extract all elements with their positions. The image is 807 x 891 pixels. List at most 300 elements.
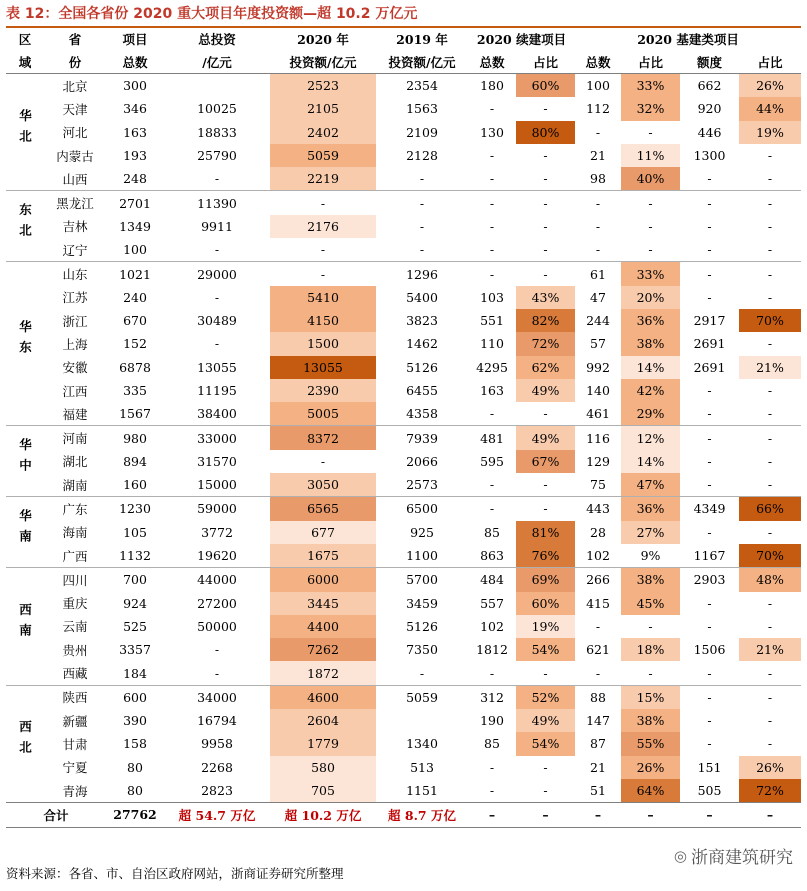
cell-cont-count: 102 — [468, 615, 516, 638]
cell-infra-amount: 2917 — [680, 309, 739, 332]
cell-projects: 1132 — [106, 544, 164, 568]
cell-inv2020: 1675 — [270, 544, 376, 568]
region-label: 东北 — [17, 202, 33, 244]
cell-inv2020: 5059 — [270, 144, 376, 167]
cell-total-invest: - — [164, 638, 270, 661]
cell-total-invest: 15000 — [164, 473, 270, 497]
cell-cont-ratio: 54% — [516, 638, 575, 661]
cell-infra-amount: 446 — [680, 121, 739, 144]
cell-infra-count: 621 — [575, 638, 621, 661]
cell-infra-ratio: 33% — [621, 74, 680, 98]
header-cont-count: 总数 — [468, 50, 516, 74]
cell-infra-amount-ratio: - — [739, 592, 801, 615]
cell-infra-amount: 1506 — [680, 638, 739, 661]
total-row — [6, 803, 801, 827]
cell-infra-ratio: 14% — [621, 356, 680, 379]
cell-inv2019: 3459 — [376, 592, 468, 615]
cell-infra-amount-ratio: 26% — [739, 74, 801, 98]
cell-projects: 600 — [106, 685, 164, 709]
cell-infra-count: 100 — [575, 74, 621, 98]
cell-inv2019: - — [376, 167, 468, 191]
cell-infra-count: 21 — [575, 144, 621, 167]
cell-infra-count: 116 — [575, 426, 621, 450]
cell-infra-amount: - — [680, 167, 739, 191]
table-row — [6, 402, 801, 426]
cell-inv2020: 677 — [270, 521, 376, 544]
cell-projects: 346 — [106, 97, 164, 120]
cell-cont-count: 110 — [468, 332, 516, 355]
cell-infra-count: 75 — [575, 473, 621, 497]
cell-cont-count: 163 — [468, 379, 516, 402]
cell-infra-ratio: 36% — [621, 497, 680, 521]
cell-province: 河北 — [44, 121, 106, 144]
cell-projects: 240 — [106, 286, 164, 309]
cell-province: 青海 — [44, 779, 106, 803]
cell-inv2020: 1872 — [270, 661, 376, 685]
table-row — [6, 732, 801, 755]
cell-inv2019: - — [376, 215, 468, 238]
cell-total-invest — [164, 74, 270, 98]
cell-inv2019: 5126 — [376, 356, 468, 379]
cell-infra-ratio: 26% — [621, 756, 680, 779]
cell-infra-count: 28 — [575, 521, 621, 544]
cell-cont-count: 551 — [468, 309, 516, 332]
cell-cont-count: - — [468, 497, 516, 521]
cell-total-invest: - — [164, 167, 270, 191]
cell-province: 山西 — [44, 167, 106, 191]
cell-infra-ratio: 12% — [621, 426, 680, 450]
cell-total-invest: 16794 — [164, 709, 270, 732]
cell-infra-amount: - — [680, 661, 739, 685]
cell-infra-amount-ratio: - — [739, 238, 801, 262]
table-row — [6, 450, 801, 473]
header-projects: 项目 — [122, 31, 148, 47]
cell-inv2020: - — [270, 191, 376, 215]
cell-total-invest: 33000 — [164, 426, 270, 450]
table-row — [6, 121, 801, 144]
cell-cont-count: 1812 — [468, 638, 516, 661]
cell-province: 江西 — [44, 379, 106, 402]
cell-cont-ratio: - — [516, 497, 575, 521]
cell-infra-count: 61 — [575, 262, 621, 286]
cell-inv2020: 8372 — [270, 426, 376, 450]
cell-total-invest: 30489 — [164, 309, 270, 332]
cell-inv2019: 5400 — [376, 286, 468, 309]
cell-infra-count: - — [575, 238, 621, 262]
cell-infra-count: 47 — [575, 286, 621, 309]
cell-province: 海南 — [44, 521, 106, 544]
cell-infra-amount-ratio: - — [739, 615, 801, 638]
header-infra-amount-ratio: 占比 — [739, 50, 801, 74]
cell-total-invest: 13055 — [164, 356, 270, 379]
cell-infra-count: 415 — [575, 592, 621, 615]
source-note: 资料来源：各省、市、自治区政府网站，浙商证券研究所整理 — [6, 866, 344, 881]
table-row — [6, 379, 801, 402]
total-dash: – — [575, 803, 621, 827]
cell-inv2020: 705 — [270, 779, 376, 803]
cell-projects: 3357 — [106, 638, 164, 661]
cell-inv2019: 5700 — [376, 568, 468, 592]
cell-province: 宁夏 — [44, 756, 106, 779]
cell-projects: 1230 — [106, 497, 164, 521]
cell-infra-amount-ratio: 44% — [739, 97, 801, 120]
cell-projects: 105 — [106, 521, 164, 544]
cell-infra-amount-ratio: - — [739, 167, 801, 191]
cell-total-invest: 19620 — [164, 544, 270, 568]
cell-inv2020: 2219 — [270, 167, 376, 191]
cell-inv2020: 2523 — [270, 74, 376, 98]
cell-cont-ratio: - — [516, 191, 575, 215]
region-cell — [6, 497, 44, 568]
cell-province: 安徽 — [44, 356, 106, 379]
cell-infra-amount-ratio: - — [739, 262, 801, 286]
cell-cont-count: - — [468, 779, 516, 803]
cell-province: 广东 — [44, 497, 106, 521]
cell-infra-amount: - — [680, 215, 739, 238]
cell-inv2019: 4358 — [376, 402, 468, 426]
cell-infra-count: 88 — [575, 685, 621, 709]
cell-inv2019: 1462 — [376, 332, 468, 355]
table-row — [6, 568, 801, 592]
cell-inv2020: 13055 — [270, 356, 376, 379]
table-row — [6, 756, 801, 779]
cell-projects: 700 — [106, 568, 164, 592]
table-row — [6, 286, 801, 309]
region-cell — [6, 685, 44, 802]
cell-cont-count: - — [468, 661, 516, 685]
cell-infra-ratio: 33% — [621, 262, 680, 286]
cell-inv2020: 2604 — [270, 709, 376, 732]
cell-cont-ratio: 60% — [516, 74, 575, 98]
cell-infra-ratio: 32% — [621, 97, 680, 120]
cell-projects: 1021 — [106, 262, 164, 286]
cell-total-invest: 50000 — [164, 615, 270, 638]
cell-inv2020: 7262 — [270, 638, 376, 661]
cell-infra-count: 87 — [575, 732, 621, 755]
cell-projects: 2701 — [106, 191, 164, 215]
cell-infra-ratio: - — [621, 121, 680, 144]
cell-cont-ratio: 81% — [516, 521, 575, 544]
cell-cont-ratio: 43% — [516, 286, 575, 309]
cell-cont-count: 180 — [468, 74, 516, 98]
table-row — [6, 238, 801, 262]
cell-cont-ratio: - — [516, 779, 575, 803]
cell-inv2020: 6565 — [270, 497, 376, 521]
cell-projects: 390 — [106, 709, 164, 732]
cell-total-invest: 18833 — [164, 121, 270, 144]
cell-inv2019: - — [376, 661, 468, 685]
header-region-2: 域 — [6, 50, 44, 74]
cell-projects: 1567 — [106, 402, 164, 426]
cell-province: 辽宁 — [44, 238, 106, 262]
region-label: 华北 — [17, 108, 33, 150]
region-cell — [6, 74, 44, 191]
total-dash: – — [468, 803, 516, 827]
cell-infra-ratio: - — [621, 661, 680, 685]
cell-inv2020: - — [270, 238, 376, 262]
cell-total-invest: 9911 — [164, 215, 270, 238]
total-dash: – — [680, 803, 739, 827]
wechat-icon: ◎ — [673, 846, 687, 865]
header-province-2: 份 — [44, 50, 106, 74]
cell-infra-ratio: 42% — [621, 379, 680, 402]
cell-infra-amount: 2691 — [680, 332, 739, 355]
cell-projects: 670 — [106, 309, 164, 332]
cell-inv2019: 6455 — [376, 379, 468, 402]
region-cell — [6, 191, 44, 262]
cell-infra-ratio: 18% — [621, 638, 680, 661]
cell-infra-amount: - — [680, 615, 739, 638]
cell-cont-ratio: - — [516, 402, 575, 426]
cell-province: 重庆 — [44, 592, 106, 615]
cell-projects: 248 — [106, 167, 164, 191]
table-row — [6, 356, 801, 379]
cell-inv2020: 3445 — [270, 592, 376, 615]
cell-infra-amount-ratio: - — [739, 191, 801, 215]
cell-inv2019: 7939 — [376, 426, 468, 450]
cell-infra-ratio: 27% — [621, 521, 680, 544]
cell-infra-amount-ratio: - — [739, 286, 801, 309]
cell-province: 浙江 — [44, 309, 106, 332]
cell-infra-amount-ratio: 21% — [739, 638, 801, 661]
header-province: 省 — [68, 31, 82, 47]
cell-total-invest: - — [164, 332, 270, 355]
cell-total-invest: 11390 — [164, 191, 270, 215]
cell-infra-ratio: 38% — [621, 568, 680, 592]
cell-cont-count: - — [468, 402, 516, 426]
cell-infra-amount: 1167 — [680, 544, 739, 568]
cell-cont-ratio: - — [516, 144, 575, 167]
table-row — [6, 144, 801, 167]
region-label: 华东 — [17, 320, 33, 362]
cell-province: 黑龙江 — [44, 191, 106, 215]
cell-infra-amount: - — [680, 521, 739, 544]
cell-infra-amount-ratio: - — [739, 685, 801, 709]
table-row — [6, 191, 801, 215]
cell-infra-amount-ratio: - — [739, 426, 801, 450]
cell-inv2019: 1296 — [376, 262, 468, 286]
cell-inv2019: 2128 — [376, 144, 468, 167]
cell-cont-ratio: 60% — [516, 592, 575, 615]
header-inv2019: 2019 年 — [396, 31, 448, 47]
cell-infra-ratio: 36% — [621, 309, 680, 332]
header-projects-count: 总数 — [106, 50, 164, 74]
cell-infra-count: 112 — [575, 97, 621, 120]
cell-infra-ratio: - — [621, 238, 680, 262]
cell-infra-ratio: 47% — [621, 473, 680, 497]
cell-infra-amount: - — [680, 473, 739, 497]
cell-cont-count: - — [468, 97, 516, 120]
header-cont-ratio: 占比 — [516, 50, 575, 74]
cell-infra-count: 129 — [575, 450, 621, 473]
region-label: 西南 — [17, 602, 33, 644]
table-row — [6, 497, 801, 521]
cell-province: 江苏 — [44, 286, 106, 309]
cell-inv2020: 2176 — [270, 215, 376, 238]
cell-inv2020: 2402 — [270, 121, 376, 144]
cell-cont-count: 484 — [468, 568, 516, 592]
table-row — [6, 685, 801, 709]
cell-province: 吉林 — [44, 215, 106, 238]
cell-infra-count: 140 — [575, 379, 621, 402]
cell-infra-amount-ratio: - — [739, 521, 801, 544]
cell-cont-ratio: 49% — [516, 709, 575, 732]
cell-total-invest: - — [164, 661, 270, 685]
cell-province: 贵州 — [44, 638, 106, 661]
cell-total-invest: 34000 — [164, 685, 270, 709]
cell-inv2019: 1340 — [376, 732, 468, 755]
cell-cont-count: 595 — [468, 450, 516, 473]
cell-cont-ratio: 67% — [516, 450, 575, 473]
cell-province: 河南 — [44, 426, 106, 450]
cell-cont-ratio: 49% — [516, 426, 575, 450]
cell-inv2020: - — [270, 262, 376, 286]
cell-infra-count: 443 — [575, 497, 621, 521]
cell-province: 北京 — [44, 74, 106, 98]
cell-projects: 163 — [106, 121, 164, 144]
cell-infra-ratio: 9% — [621, 544, 680, 568]
cell-infra-amount-ratio: 21% — [739, 356, 801, 379]
cell-cont-count: 85 — [468, 521, 516, 544]
cell-infra-amount: - — [680, 709, 739, 732]
cell-infra-ratio: 11% — [621, 144, 680, 167]
total-dash: – — [516, 803, 575, 827]
cell-cont-ratio: - — [516, 238, 575, 262]
header-infra-ratio: 占比 — [621, 50, 680, 74]
cell-inv2020: 5005 — [270, 402, 376, 426]
cell-cont-count: 130 — [468, 121, 516, 144]
cell-infra-amount: - — [680, 286, 739, 309]
cell-total-invest: 2268 — [164, 756, 270, 779]
cell-infra-count: 98 — [575, 167, 621, 191]
cell-cont-ratio: 52% — [516, 685, 575, 709]
cell-province: 福建 — [44, 402, 106, 426]
cell-inv2019: 1563 — [376, 97, 468, 120]
cell-cont-ratio: - — [516, 167, 575, 191]
cell-infra-ratio: 14% — [621, 450, 680, 473]
cell-inv2019: 925 — [376, 521, 468, 544]
cell-infra-amount-ratio: 26% — [739, 756, 801, 779]
cell-infra-ratio: 38% — [621, 332, 680, 355]
cell-total-invest: 10025 — [164, 97, 270, 120]
cell-infra-amount: - — [680, 426, 739, 450]
cell-inv2020: 1500 — [270, 332, 376, 355]
cell-cont-ratio: 49% — [516, 379, 575, 402]
table-row — [6, 709, 801, 732]
cell-infra-amount-ratio: - — [739, 661, 801, 685]
table-body — [6, 74, 801, 803]
cell-province: 四川 — [44, 568, 106, 592]
cell-infra-ratio: - — [621, 615, 680, 638]
region-label: 华南 — [17, 508, 33, 550]
cell-cont-ratio: - — [516, 756, 575, 779]
table-row — [6, 638, 801, 661]
cell-cont-ratio: - — [516, 97, 575, 120]
cell-province: 内蒙古 — [44, 144, 106, 167]
cell-infra-amount: 2903 — [680, 568, 739, 592]
cell-cont-count: - — [468, 756, 516, 779]
cell-projects: 300 — [106, 74, 164, 98]
cell-infra-ratio: 45% — [621, 592, 680, 615]
cell-inv2020: 4400 — [270, 615, 376, 638]
cell-cont-count: 557 — [468, 592, 516, 615]
cell-total-invest: 29000 — [164, 262, 270, 286]
cell-infra-amount: 662 — [680, 74, 739, 98]
cell-total-invest: 25790 — [164, 144, 270, 167]
cell-total-invest: 11195 — [164, 379, 270, 402]
cell-infra-count: 992 — [575, 356, 621, 379]
cell-infra-count: 244 — [575, 309, 621, 332]
cell-cont-ratio: 82% — [516, 309, 575, 332]
cell-inv2019: 5059 — [376, 685, 468, 709]
cell-total-invest: 27200 — [164, 592, 270, 615]
cell-infra-amount: - — [680, 379, 739, 402]
cell-inv2019: 2066 — [376, 450, 468, 473]
cell-inv2019: 1100 — [376, 544, 468, 568]
cell-cont-ratio: 62% — [516, 356, 575, 379]
cell-inv2020: 2105 — [270, 97, 376, 120]
cell-infra-count: - — [575, 191, 621, 215]
header-infra-count: 总数 — [575, 50, 621, 74]
cell-total-invest: - — [164, 238, 270, 262]
table-row — [6, 426, 801, 450]
table-row — [6, 332, 801, 355]
cell-projects: 1349 — [106, 215, 164, 238]
cell-infra-amount-ratio: - — [739, 732, 801, 755]
cell-cont-count: - — [468, 215, 516, 238]
cell-infra-amount: 505 — [680, 779, 739, 803]
cell-infra-amount-ratio: 48% — [739, 568, 801, 592]
cell-cont-count: - — [468, 144, 516, 167]
cell-infra-ratio: 38% — [621, 709, 680, 732]
cell-projects: 980 — [106, 426, 164, 450]
region-cell — [6, 426, 44, 497]
cell-infra-amount-ratio: 19% — [739, 121, 801, 144]
header-infrastructure-projects: 2020 基建类项目 — [637, 31, 739, 47]
cell-infra-amount-ratio: 72% — [739, 779, 801, 803]
cell-cont-ratio: 19% — [516, 615, 575, 638]
cell-inv2019: 1151 — [376, 779, 468, 803]
cell-infra-count: 102 — [575, 544, 621, 568]
cell-cont-count: - — [468, 262, 516, 286]
header-inv2019-unit: 投资额/亿元 — [376, 50, 468, 74]
cell-province: 天津 — [44, 97, 106, 120]
cell-inv2019 — [376, 709, 468, 732]
cell-province: 云南 — [44, 615, 106, 638]
cell-cont-ratio: 69% — [516, 568, 575, 592]
cell-infra-amount-ratio: - — [739, 709, 801, 732]
region-cell — [6, 262, 44, 426]
cell-total-invest: 38400 — [164, 402, 270, 426]
cell-projects: 335 — [106, 379, 164, 402]
cell-infra-amount: - — [680, 262, 739, 286]
cell-infra-amount-ratio: - — [739, 402, 801, 426]
cell-cont-ratio: - — [516, 473, 575, 497]
cell-infra-count: 57 — [575, 332, 621, 355]
cell-cont-ratio: - — [516, 215, 575, 238]
cell-inv2019: 2354 — [376, 74, 468, 98]
cell-province: 湖北 — [44, 450, 106, 473]
table-row — [6, 521, 801, 544]
table-header — [6, 27, 801, 74]
cell-infra-amount-ratio: 66% — [739, 497, 801, 521]
cell-infra-count: - — [575, 215, 621, 238]
cell-projects: 184 — [106, 661, 164, 685]
watermark-text: 浙商建筑研究 — [691, 848, 793, 868]
cell-inv2020: 4150 — [270, 309, 376, 332]
cell-inv2019: 513 — [376, 756, 468, 779]
cell-infra-ratio: 55% — [621, 732, 680, 755]
